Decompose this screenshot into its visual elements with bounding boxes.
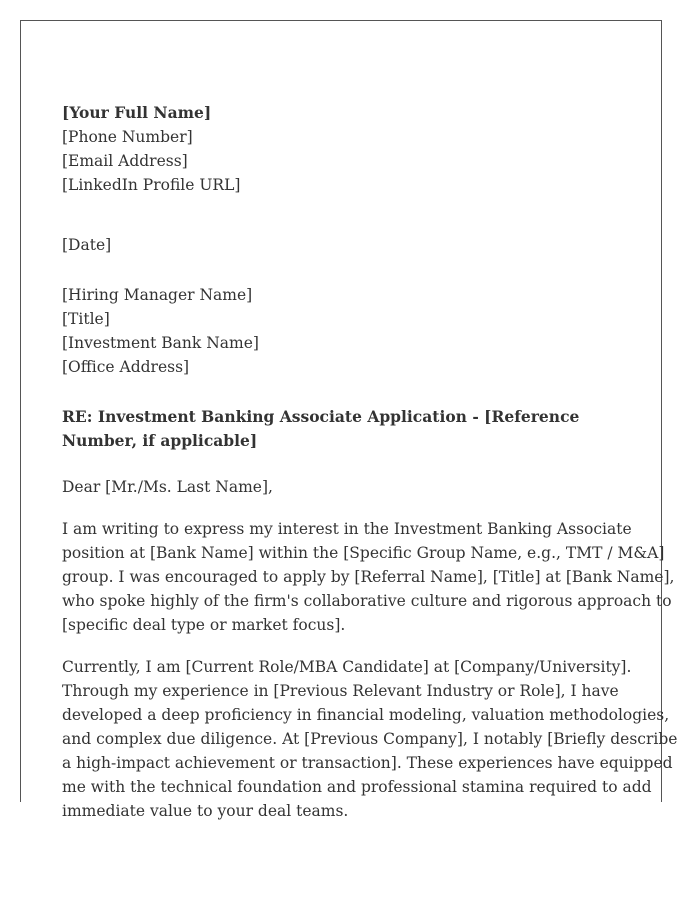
sender-block [62,101,622,197]
paragraph-2 [62,655,678,823]
cover-letter-body [62,101,678,829]
paragraph-line: developed a deep proficiency in financial modeling, valuation methodologies, [62,706,670,724]
paragraph-line: Through my experience in [Previous Relevant Industry or Role], I have [62,682,619,700]
paragraph-line: Currently, I am [Current Role/MBA Candidate] at [Company/University]. [62,658,632,676]
paragraph-line: I am writing to express my interest in the Investment Banking Associate [62,520,632,538]
recipient-name: [Hiring Manager Name] [62,286,253,304]
salutation: Dear [Mr./Ms. Last Name], [62,478,273,496]
paragraph-line: [specific deal type or market focus]. [62,616,346,634]
sender-name: [Your Full Name] [62,103,212,122]
paragraph-line: who spoke highly of the firm's collaborative culture and rigorous approach to [62,592,672,610]
recipient-bank: [Investment Bank Name] [62,334,259,352]
paragraph-line: a high-impact achievement or transaction]. These experiences have equipped [62,754,673,772]
document-page [20,20,678,820]
paragraph-line: and complex due diligence. At [Previous Company], I notably [Briefly describe [62,730,678,748]
paragraph-line: me with the technical foundation and professional stamina required to add [62,778,652,796]
paragraph-line: position at [Bank Name] within the [Specific Group Name, e.g., TMT / M&A] [62,544,665,562]
letter-date: [Date] [62,236,112,254]
recipient-block [62,283,622,379]
paragraph-line: group. I was encouraged to apply by [Referral Name], [Title] at [Bank Name], [62,568,675,586]
subject-line-1: RE: Investment Banking Associate Application - [Reference [62,407,580,426]
date-block [62,233,622,257]
recipient-address: [Office Address] [62,358,190,376]
recipient-title: [Title] [62,310,110,328]
salutation-block [62,475,622,499]
sender-linkedin: [LinkedIn Profile URL] [62,176,241,194]
subject-line [62,405,622,453]
subject-line-2: Number, if applicable] [62,431,258,450]
paragraph-line: immediate value to your deal teams. [62,802,349,820]
sender-email: [Email Address] [62,152,188,170]
sender-phone: [Phone Number] [62,128,193,146]
paragraph-1 [62,517,675,637]
